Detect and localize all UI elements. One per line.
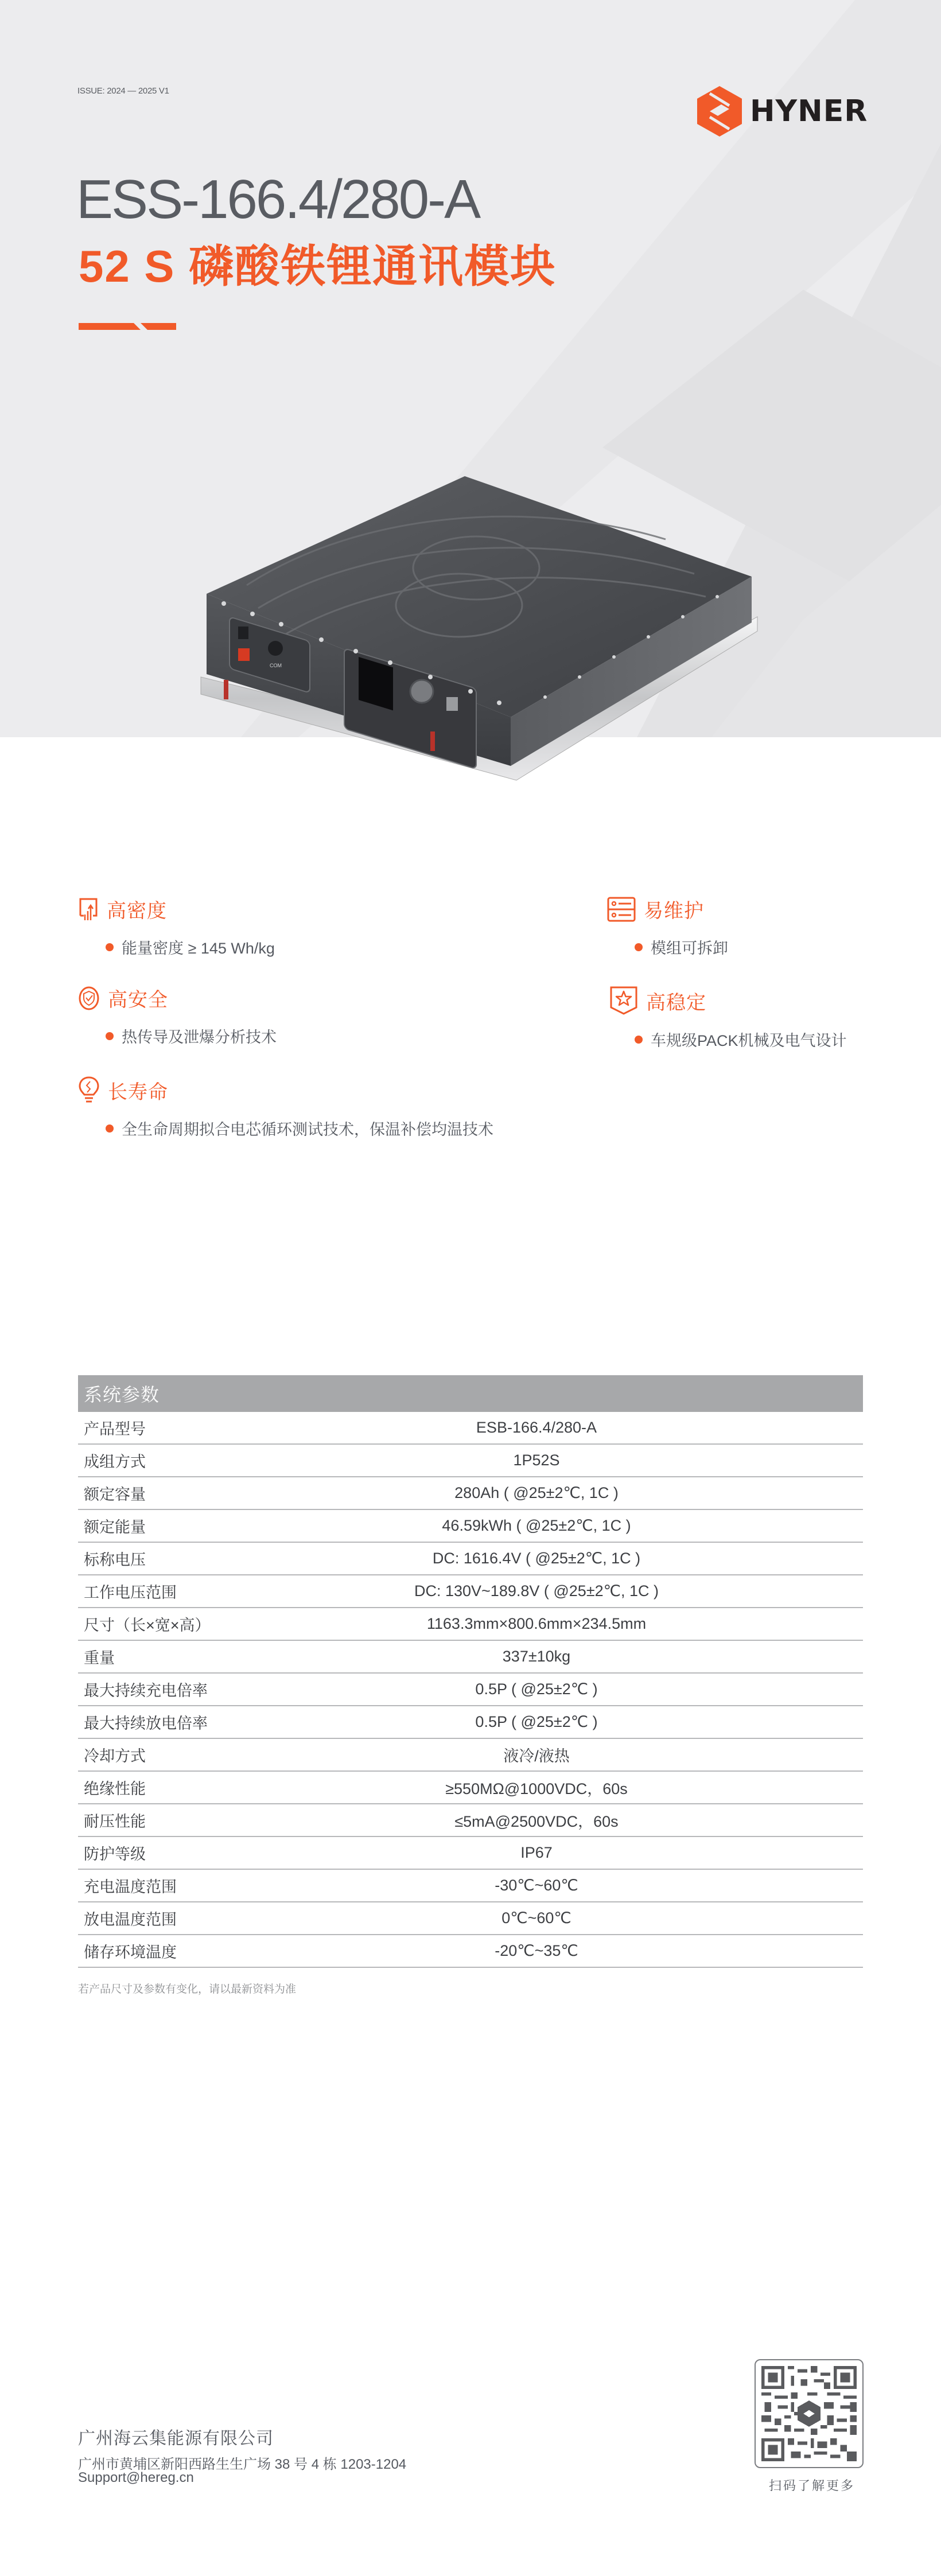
table-row — [78, 1674, 863, 1706]
feature-high-density — [78, 895, 275, 958]
spec-label: 额定能量 — [84, 1519, 146, 1536]
spec-label: 重量 — [84, 1649, 115, 1667]
table-row — [78, 1837, 863, 1870]
spec-value: ESB-166.4/280-A — [476, 1419, 597, 1436]
spec-value: 337±10kg — [502, 1648, 571, 1665]
spec-label: 耐压性能 — [84, 1813, 146, 1830]
bullet-dot — [106, 943, 114, 951]
spec-label: 额定容量 — [84, 1486, 146, 1503]
table-row — [78, 1706, 863, 1739]
feature-title: 长寿命 — [108, 1081, 168, 1103]
spec-label: 绝缘性能 — [84, 1780, 146, 1797]
feature-title: 易维护 — [644, 900, 704, 922]
spec-label: 尺寸（长×宽×高） — [84, 1617, 211, 1634]
battery-module-image — [189, 476, 763, 797]
shield-check-icon — [78, 986, 100, 1011]
spec-value: DC: 1616.4V ( @25±2℃, 1C ) — [432, 1550, 641, 1567]
spec-label: 标称电压 — [84, 1551, 146, 1569]
hyner-hexagon-icon — [697, 86, 742, 137]
bullet-dot — [106, 1124, 114, 1133]
density-chart-icon — [78, 897, 99, 921]
company-name: 广州海云集能源有限公司 — [78, 2429, 274, 2448]
table-row — [78, 1575, 863, 1608]
feature-text: 车规级PACK机械及电气设计 — [651, 1032, 847, 1049]
spec-label: 最大持续放电倍率 — [84, 1715, 208, 1732]
spec-label: 防护等级 — [84, 1846, 146, 1863]
table-row — [78, 1902, 863, 1935]
spec-label: 工作电压范围 — [84, 1584, 177, 1601]
spec-value: 280Ah ( @25±2℃, 1C ) — [454, 1484, 619, 1501]
qr-code-icon — [761, 2366, 857, 2461]
table-row — [78, 1543, 863, 1575]
table-row — [78, 1870, 863, 1902]
spec-value: ≤5mA@2500VDC，60s — [454, 1813, 619, 1830]
spec-label: 产品型号 — [84, 1421, 146, 1438]
bullet-dot — [635, 943, 643, 951]
brand-name: HYNER — [750, 94, 868, 129]
spec-disclaimer: 若产品尺寸及参数有变化，请以最新资料为准 — [78, 1983, 297, 1995]
feature-long-life — [78, 1076, 493, 1139]
spec-label: 放电温度范围 — [84, 1911, 177, 1928]
brand-logo — [697, 86, 868, 137]
maintenance-list-icon — [607, 897, 636, 922]
spec-value: 液冷/液热 — [503, 1748, 570, 1765]
feature-high-stability — [609, 986, 847, 1050]
qr-caption: 扫码了解更多 — [768, 2478, 855, 2493]
table-row — [78, 1608, 863, 1641]
feature-text: 能量密度 ≥ 145 Wh/kg — [122, 940, 275, 957]
company-address: 广州市黄埔区新阳西路生生广场 38 号 4 栋 1203-1204 — [78, 2457, 407, 2472]
table-row — [78, 1510, 863, 1543]
table-row — [78, 1804, 863, 1837]
table-row — [78, 1935, 863, 1968]
feature-title: 高安全 — [108, 989, 168, 1011]
spec-table-header: 系统参数 — [78, 1375, 863, 1412]
accent-underline — [79, 323, 176, 330]
feature-title: 高稳定 — [646, 991, 706, 1014]
spec-label: 冷却方式 — [84, 1748, 146, 1765]
spec-value: IP67 — [520, 1844, 553, 1861]
spec-value: 46.59kWh ( @25±2℃, 1C ) — [442, 1517, 631, 1534]
bullet-dot — [106, 1032, 114, 1040]
spec-value: DC: 130V~189.8V ( @25±2℃, 1C ) — [414, 1582, 659, 1600]
feature-text: 热传导及泄爆分析技术 — [122, 1029, 277, 1046]
spec-value: -20℃~35℃ — [495, 1942, 578, 1959]
spec-table — [78, 1375, 863, 1996]
support-email-link[interactable]: Support@hereg.cn — [78, 2470, 194, 2485]
spec-label: 最大持续充电倍率 — [84, 1682, 208, 1699]
table-row — [78, 1412, 863, 1445]
spec-value: ≥550MΩ@1000VDC，60s — [445, 1780, 628, 1797]
qr-code[interactable] — [755, 2359, 864, 2468]
table-row — [78, 1772, 863, 1804]
feature-title: 高密度 — [107, 900, 167, 922]
lightbulb-icon — [78, 1076, 100, 1104]
spec-label: 充电温度范围 — [84, 1878, 177, 1896]
table-row — [78, 1641, 863, 1674]
spec-value: 1P52S — [513, 1452, 560, 1469]
spec-value: -30℃~60℃ — [495, 1877, 578, 1894]
issue-label: ISSUE: 2024 — 2025 V1 — [77, 86, 169, 96]
feature-high-safety — [78, 984, 277, 1047]
table-row — [78, 1445, 863, 1477]
feature-text: 模组可拆卸 — [651, 940, 728, 957]
spec-label: 成组方式 — [84, 1453, 146, 1470]
spec-value: 0℃~60℃ — [501, 1909, 571, 1927]
star-badge-icon — [609, 986, 638, 1015]
svg-text:COM: COM — [270, 663, 282, 668]
table-row — [78, 1739, 863, 1772]
spec-value: 0.5P ( @25±2℃ ) — [475, 1713, 598, 1730]
spec-label: 储存环境温度 — [84, 1944, 177, 1961]
feature-text: 全生命周期拟合电芯循环测试技术，保温补偿均温技术 — [122, 1121, 493, 1138]
feature-easy-maintenance — [607, 895, 728, 958]
product-model-title: ESS-166.4/280-A — [76, 169, 480, 230]
bullet-dot — [635, 1036, 643, 1044]
spec-value: 1163.3mm×800.6mm×234.5mm — [426, 1615, 647, 1632]
table-row — [78, 1477, 863, 1510]
spec-value: 0.5P ( @25±2℃ ) — [475, 1680, 598, 1698]
product-subtitle: 52 S 磷酸铁锂通讯模块 — [79, 241, 557, 291]
